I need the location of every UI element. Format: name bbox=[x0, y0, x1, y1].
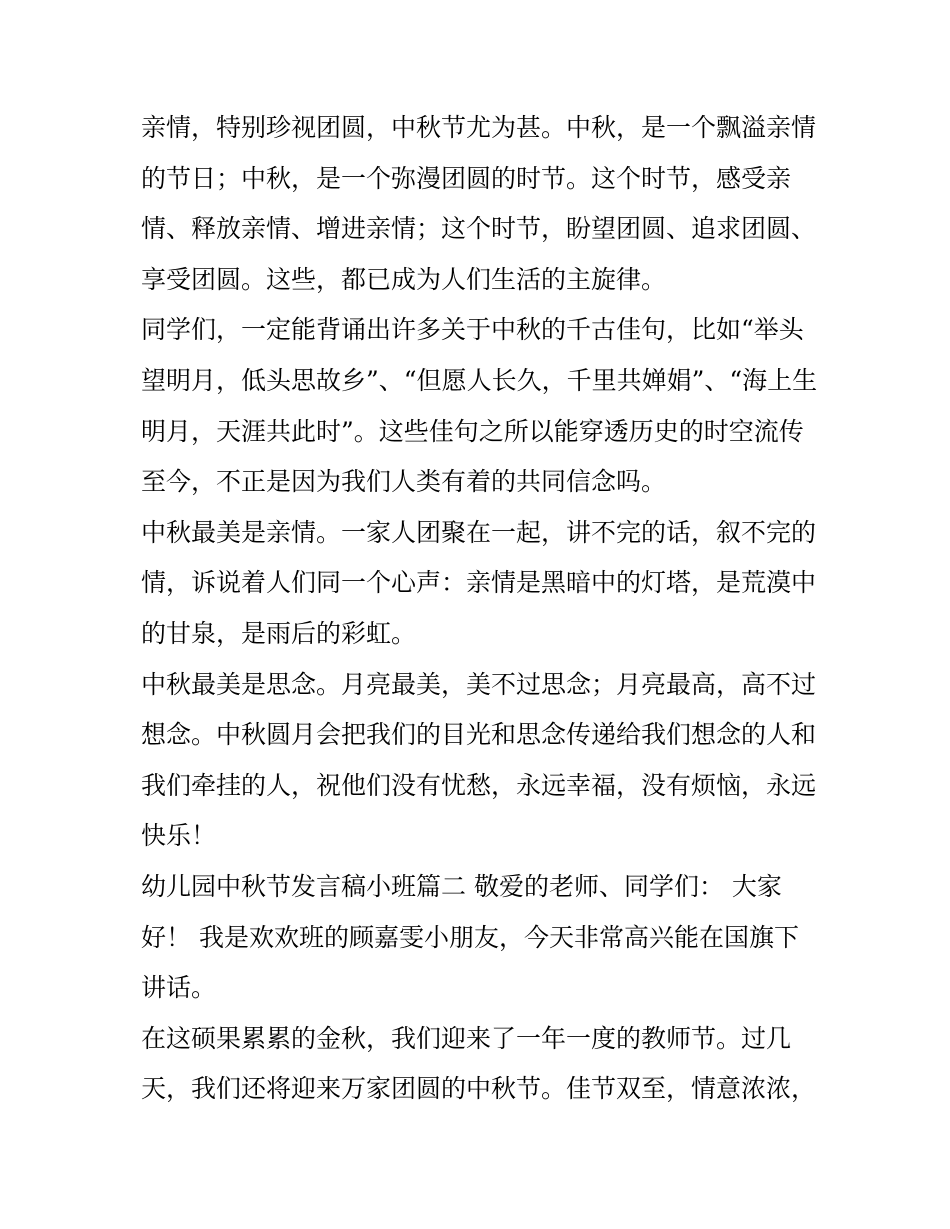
text-line: 好！ 我是欢欢班的顾嘉雯小朋友，今天非常高兴能在国旗下 bbox=[141, 922, 799, 952]
text-line: 享受团圆。这些，都已成为人们生活的主旋律。 bbox=[141, 264, 667, 294]
text-line: 我们牵挂的人，祝他们没有忧愁，永远幸福，没有烦恼，永远 bbox=[141, 770, 817, 800]
text-line: 幼儿园中秋节发言稿小班篇二 敬爱的老师、同学们： 大家 bbox=[141, 871, 782, 901]
text-line: 天，我们还将迎来万家团圆的中秋节。佳节双至，情意浓浓， bbox=[141, 1074, 817, 1104]
text-line: 讲话。 bbox=[141, 973, 217, 1003]
text-line: 中秋最美是思念。月亮最美，美不过思念；月亮最高，高不过 bbox=[141, 669, 817, 699]
text-line: 望明月，低头思故乡”、“但愿人长久，千里共婵娟”、“海上生 bbox=[141, 365, 818, 395]
text-line: 同学们，一定能背诵出许多关于中秋的千古佳句，比如“举头 bbox=[141, 315, 804, 345]
text-line: 的节日；中秋，是一个弥漫团圆的时节。这个时节，感受亲 bbox=[141, 163, 792, 193]
text-line: 至今，不正是因为我们人类有着的共同信念吗。 bbox=[141, 467, 667, 497]
text-line: 快乐！ bbox=[141, 821, 217, 851]
text-line: 想念。中秋圆月会把我们的目光和思念传递给我们想念的人和 bbox=[141, 720, 817, 750]
text-line: 在这硕果累累的金秋，我们迎来了一年一度的教师节。过几 bbox=[141, 1023, 792, 1053]
text-line: 亲情，特别珍视团圆，中秋节尤为甚。中秋，是一个飘溢亲情 bbox=[141, 113, 817, 142]
text-line: 的甘泉，是雨后的彩虹。 bbox=[141, 618, 417, 648]
document-body bbox=[141, 103, 818, 1115]
text-line: 明月，天涯共此时”。这些佳句之所以能穿透历史的时空流传 bbox=[141, 416, 804, 446]
text-line: 情，诉说着人们同一个心声：亲情是黑暗中的灯塔，是荒漠中 bbox=[141, 568, 817, 598]
text-line: 情、释放亲情、增进亲情；这个时节，盼望团圆、追求团圆、 bbox=[141, 214, 817, 244]
text-line: 中秋最美是亲情。一家人团聚在一起，讲不完的话，叙不完的 bbox=[141, 517, 817, 547]
